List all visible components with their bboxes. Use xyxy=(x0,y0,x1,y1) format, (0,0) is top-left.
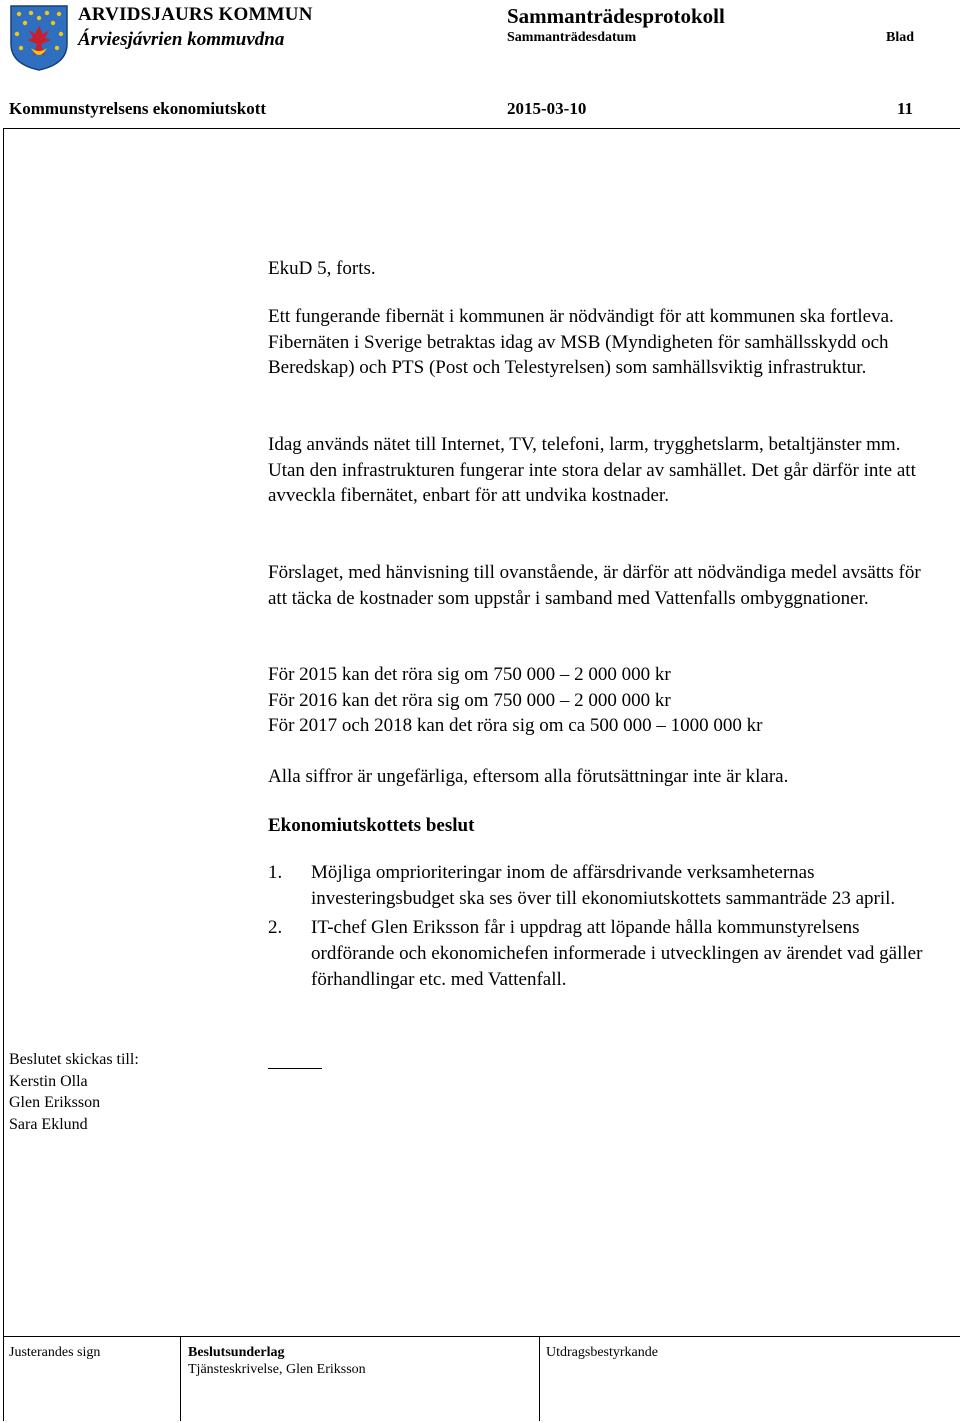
extract-label: Utdragsbestyrkande xyxy=(546,1345,658,1360)
section-reference: EkuD 5, forts. xyxy=(268,258,376,279)
paragraph: Ett fungerande fibernät i kommunen är nödvändigt för att kommunen ska fortleva. Fibernäten i Sverige betraktas idag av MSB (Myndigheten för samhällsskydd och Beredskap) och PTS (Post och Telestyrelsen) som samhällsviktig infrastruktur. xyxy=(268,306,894,379)
send-to-label: Beslutet skickas till: xyxy=(9,1051,139,1068)
basis-value: Tjänsteskrivelse, Glen Eriksson xyxy=(188,1362,366,1377)
list-item-text: Möjliga omprioriteringar inom de affärsdrivande verksamheternas investeringsbudget ska ses över till ekonomiutskottets sammanträde 23 april. xyxy=(311,862,896,909)
decision-list xyxy=(268,860,940,997)
recipient: Sara Eklund xyxy=(9,1115,88,1133)
committee-name: Kommunstyrelsens ekonomiutskott xyxy=(9,99,267,118)
meeting-date-label: Sammanträdesdatum xyxy=(507,30,637,45)
decision-heading: Ekonomiutskottets beslut xyxy=(268,815,475,836)
end-rule xyxy=(268,1068,322,1069)
recipient: Kerstin Olla xyxy=(9,1072,88,1090)
meeting-date: 2015-03-10 xyxy=(507,99,587,118)
footer-divider xyxy=(3,1336,960,1337)
page-number: 11 xyxy=(897,99,914,118)
list-item xyxy=(268,860,940,911)
note: Alla siffror är ungefärliga, eftersom alla förutsättningar inte är klara. xyxy=(268,766,789,787)
municipal-crest-icon xyxy=(9,4,69,72)
paragraph: Förslaget, med hänvisning till ovanstående, är därför att nödvändiga medel avsätts för att täcka de kostnader som uppstår i samband med Vattenfalls ombyggnationer. xyxy=(268,562,921,609)
organization-name: ARVIDSJAURS KOMMUN xyxy=(78,4,313,25)
cost-estimates xyxy=(268,662,940,739)
page-label: Blad xyxy=(886,30,915,45)
frame-left xyxy=(3,128,4,1421)
cost-line: För 2015 kan det röra sig om 750 000 – 2 000 000 kr xyxy=(268,664,671,685)
list-item xyxy=(268,915,940,992)
organization-name-sami: Árviesjávrien kommuvdna xyxy=(78,29,285,50)
cost-line: För 2017 och 2018 kan det röra sig om ca 500 000 – 1000 000 kr xyxy=(268,715,763,737)
cost-line: För 2016 kan det röra sig om 750 000 – 2 000 000 kr xyxy=(268,689,671,711)
list-item-number: 2. xyxy=(268,917,283,939)
list-item-text: IT-chef Glen Eriksson får i uppdrag att löpande hålla kommunstyrelsens ordförande och ekonomichefen informerade i utvecklingen av ärendet vad gäller förhandlingar etc. med Vattenfall. xyxy=(311,917,923,990)
signature-label: Justerandes sign xyxy=(9,1345,101,1360)
footer-col-divider-2 xyxy=(539,1336,540,1421)
footer-col-divider-1 xyxy=(180,1336,181,1421)
basis-label: Beslutsunderlag xyxy=(188,1345,285,1360)
recipient: Glen Eriksson xyxy=(9,1094,101,1111)
header-divider xyxy=(3,128,960,129)
paragraph: Idag används nätet till Internet, TV, telefoni, larm, trygghetslarm, betaltjänster mm. Utan den infrastrukturen fungerar inte stora delar av samhället. Det går därför inte att avveckla fibernätet, enbart för att undvika kostnader. xyxy=(268,434,916,507)
document-type: Sammanträdesprotokoll xyxy=(507,4,725,28)
send-to-block xyxy=(9,1049,139,1135)
list-item-number: 1. xyxy=(268,862,283,883)
